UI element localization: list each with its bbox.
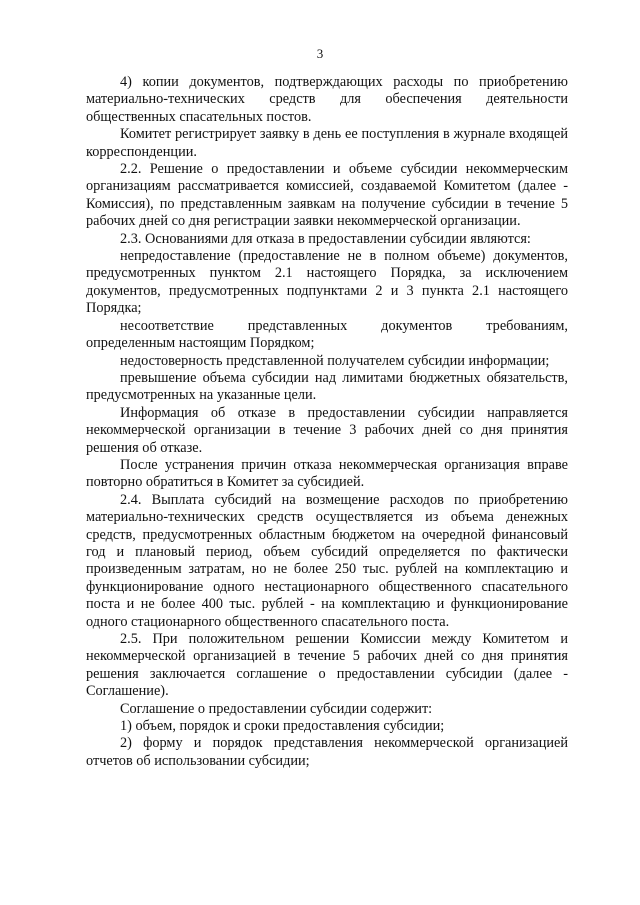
- page-number: 3: [316, 46, 324, 61]
- document-body: [86, 74, 568, 770]
- paragraph-reapply: После устранения причин отказа некоммерческая организация вправе повторно обратиться в Комитет за субсидией.: [86, 456, 568, 491]
- paragraph-2-3: 2.3. Основаниями для отказа в предоставлении субсидии являются:: [120, 230, 531, 247]
- paragraph-copies-of-documents: 4) копии документов, подтверждающих расходы по приобретению материально-технических средств для обеспечения деятельности общественных спасательных постов.: [86, 74, 568, 125]
- paragraph-unreliability: недостоверность представленной получателем субсидии информации;: [120, 352, 550, 369]
- paragraph-committee-registers: Комитет регистрирует заявку в день ее поступления в журнале входящей корреспонденции.: [86, 126, 568, 160]
- paragraph-non-compliance: несоответствие представленных документов требованиям, определенным настоящим Порядком;: [86, 317, 568, 352]
- paragraph-exceeding-limits: превышение объема субсидии над лимитами бюджетных обязательств, предусмотренных на указанные цели.: [86, 369, 568, 404]
- paragraph-2-4: 2.4. Выплата субсидий на возмещение расходов по приобретению материально-технических средств осуществляется из объема денежных средств, предусмотренных областным бюджетом на очередной финансовый год и плановый период, объем субсидий определяется по фактически произведенным затратам, но не более 250 тыс. рублей на комплектацию и функционирование одного нестационарного общественного спасательного поста и не более 400 тыс. рублей - на комплектацию и функционирование одного стационарного общественного спасательного поста.: [86, 491, 568, 630]
- paragraph-item-2: 2) форму и порядок представления некоммерческой организацией отчетов об использовании субсидии;: [86, 735, 568, 769]
- paragraph-refusal-notice: Информация об отказе в предоставлении субсидии направляется некоммерческой организации в течение 3 рабочих дней со дня принятия решения об отказе.: [86, 404, 568, 456]
- paragraph-2-5: 2.5. При положительном решении Комиссии между Комитетом и некоммерческой организацией в течение 5 рабочих дней со дня принятия решения заключается соглашение о предоставлении субсидии (далее - Соглашение).: [86, 631, 568, 700]
- paragraph-2-2: 2.2. Решение о предоставлении и объеме субсидии некоммерческим организациям рассматривается комиссией, создаваемой Комитетом (далее - Комиссия), по представленным заявкам на получение субсидии в течение 5 рабочих дней со дня регистрации заявки некоммерческой организации.: [86, 161, 568, 230]
- paragraph-agreement-contains: Соглашение о предоставлении субсидии содержит:: [120, 700, 433, 717]
- paragraph-non-submission: непредоставление (предоставление не в полном объеме) документов, предусмотренных пунктом 2.1 настоящего Порядка, за исключением документов, предусмотренных подпунктами 2 и 3 пункта 2.1 настоящего Порядка;: [86, 248, 568, 317]
- paragraph-item-1: 1) объем, порядок и сроки предоставления субсидии;: [120, 718, 445, 735]
